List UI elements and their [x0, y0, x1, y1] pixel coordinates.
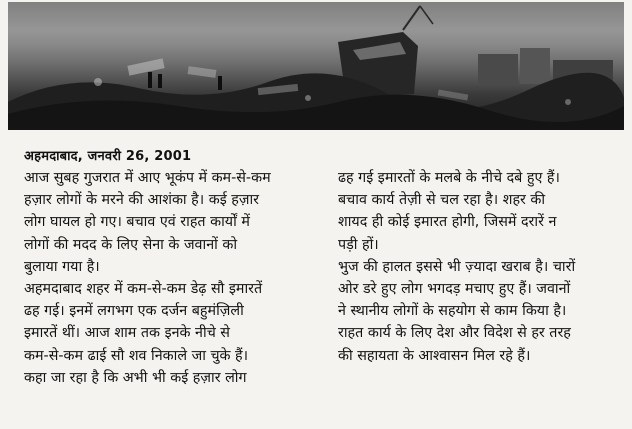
article-column-right — [338, 167, 620, 367]
article-line: ढह गई। इनमें लगभग एक दर्जन बहुमंज़िली — [24, 303, 244, 320]
article-line: कहा जा रहा है कि अभी भी कई हज़ार लोग — [24, 369, 247, 386]
article-line: बचाव कार्य तेज़ी से चल रहा है। शहर की — [338, 192, 546, 209]
article-line: इमारतें थीं। आज शाम तक इनके नीचे से — [24, 325, 230, 342]
article-line: ओर डरे हुए लोग भगदड़ मचाए हुए हैं। जवानों — [338, 281, 571, 298]
article-line: लोग घायल हो गए। बचाव एवं राहत कार्यों में — [24, 214, 250, 231]
article-line: लोगों की मदद के लिए सेना के जवानों को — [24, 236, 238, 253]
article-line: हज़ार लोगों के मरने की आशंका है। कई हज़ार — [24, 192, 260, 209]
article-line: बुलाया गया है। — [24, 258, 100, 275]
article-line: ढह गई इमारतों के मलबे के नीचे दबे हुए हैं। — [338, 170, 560, 186]
article-line: शायद ही कोई इमारत होगी, जिसमें दरारें न — [338, 214, 557, 231]
article-line: भुज की हालत इससे भी ज़्यादा खराब है। चारों — [338, 258, 576, 275]
article-line: कम-से-कम ढाई सौ शव निकाले जा चुके हैं। — [24, 347, 249, 364]
article-line: राहत कार्य के लिए देश और विदेश से हर तरह — [338, 325, 571, 342]
dateline: अहमदाबाद, जनवरी 26, 2001 — [24, 149, 192, 164]
article-line: आज सुबह गुजरात में आए भूकंप में कम-से-कम — [24, 170, 271, 186]
article-line: ने स्थानीय लोगों के सहयोग से काम किया है। — [338, 303, 567, 320]
article-line: अहमदाबाद शहर में कम-से-कम डेढ़ सौ इमारतें — [24, 281, 263, 298]
rubble-illustration — [8, 2, 624, 130]
article-line: पड़ी हों। — [338, 236, 379, 253]
earthquake-rubble-photo — [8, 2, 624, 130]
article-line: की सहायता के आश्वासन मिल रहे हैं। — [338, 347, 531, 364]
article-column-left — [24, 167, 316, 389]
